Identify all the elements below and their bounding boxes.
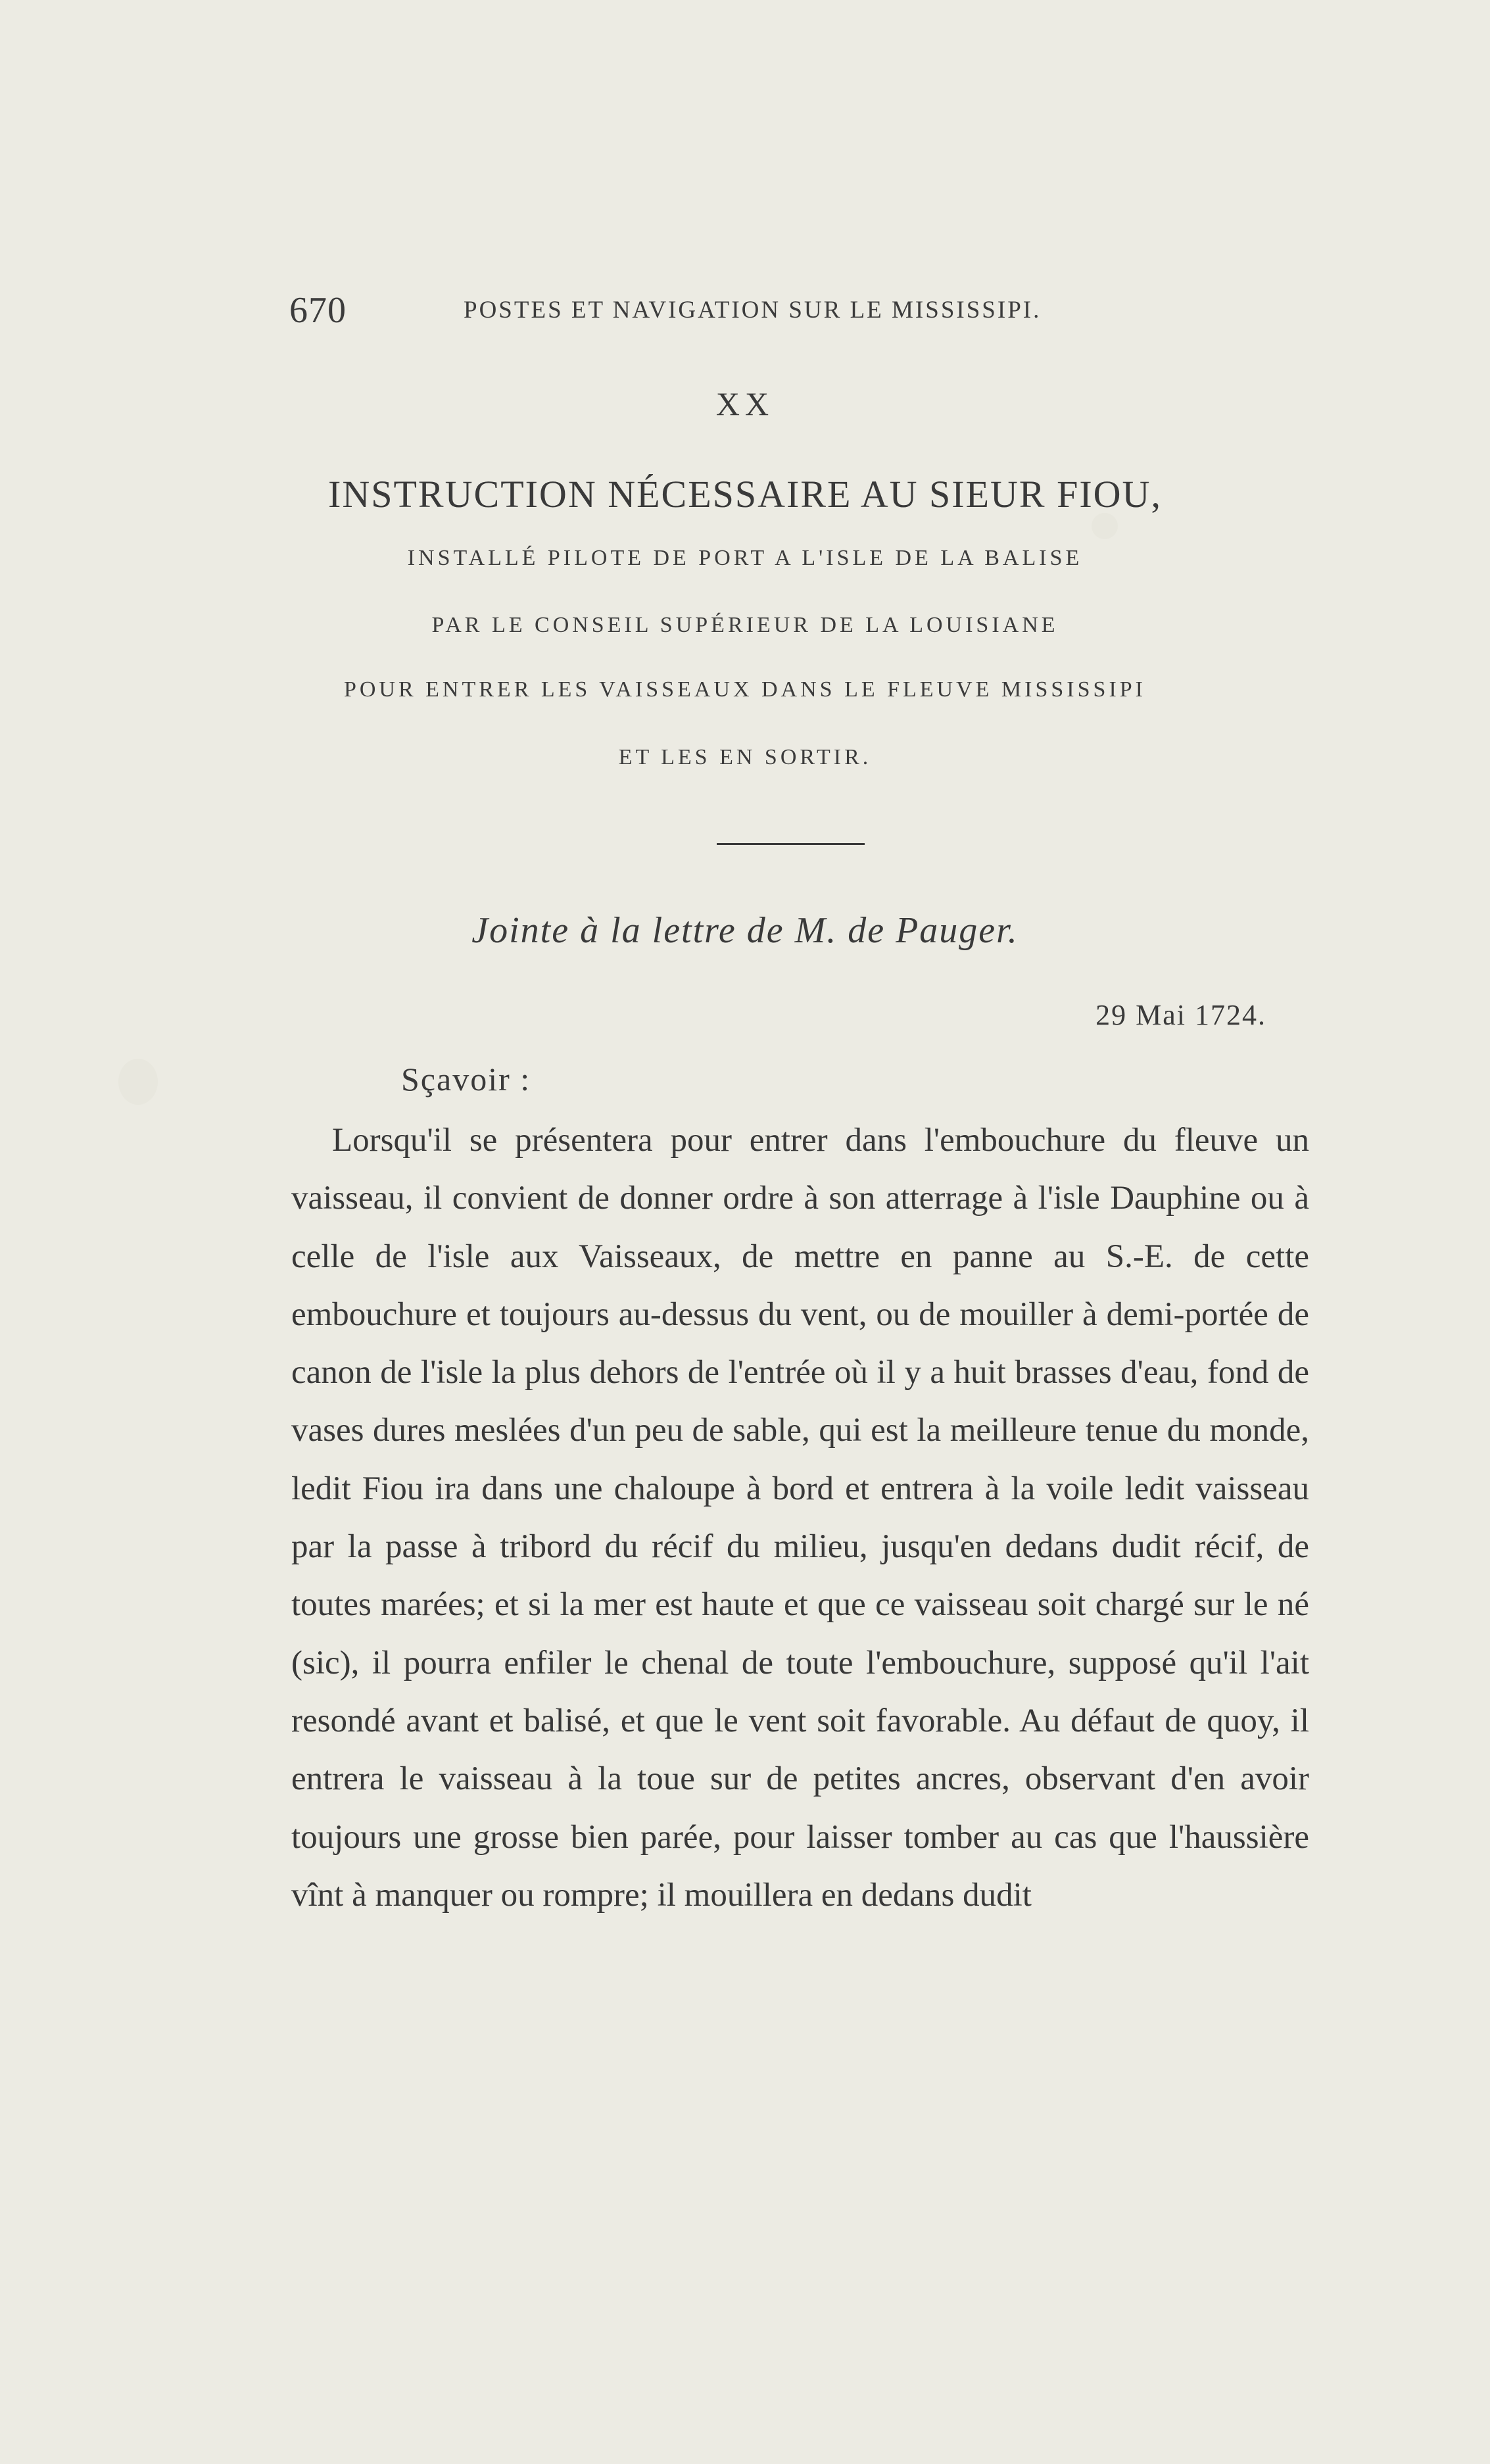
subtitle-line: POUR ENTRER LES VAISSEAUX DANS LE FLEUVE MISSISSIPI [343, 677, 1147, 702]
subtitle-line: ET LES EN SORTIR. [618, 745, 872, 769]
section-number: XX [715, 385, 775, 422]
opening-line: Sçavoir : [401, 1061, 531, 1098]
document-title: INSTRUCTION NÉCESSAIRE AU SIEUR FIOU, [328, 473, 1162, 516]
paper-stain [1092, 513, 1118, 539]
page-number: 670 [289, 290, 347, 331]
subtitle-line: INSTALLÉ PILOTE DE PORT A L'ISLE DE LA BALISE [407, 546, 1083, 570]
attachment-note: Jointe à la lettre de M. de Pauger. [471, 910, 1019, 951]
section-divider [717, 843, 865, 845]
running-title: POSTES ET NAVIGATION SUR LE MISSISSIPI. [464, 297, 1042, 324]
running-head [289, 289, 1157, 329]
subtitle-line: PAR LE CONSEIL SUPÉRIEUR DE LA LOUISIANE [431, 613, 1059, 637]
document-date: 29 Mai 1724. [1095, 999, 1266, 1031]
paper-stain [118, 1059, 158, 1105]
body-paragraph: Lorsqu'il se présentera pour entrer dans l'embouchure du fleuve un vaisseau, il convient de donner ordre à son atterrage à l'isle Dauphine ou à celle de l'isle aux Vaisseaux, de mettre en panne au S.-E. de cette embouchure et toujours au-dessus du vent, ou de mouiller à demi-portée de canon de l'isle la plus dehors de l'entrée où il y a huit brasses d'eau, fond de vases dures meslées d'un peu de sable, qui est la meilleure tenue du monde, ledit Fiou ira dans une chaloupe à bord et entrera à la voile ledit vaisseau par la passe à tribord du récif du milieu, jusqu'en dedans dudit récif, de toutes marées; et si la mer est haute et que ce vaisseau soit chargé sur le né (sic), il pourra enfiler le chenal de toute l'embouchure, supposé qu'il l'ait resondé avant et balisé, et que le vent soit favorable. Au défaut de quoy, il entrera le vaisseau à la toue sur de petites ancres, observant d'en avoir toujours une grosse bien parée, pour laisser tomber au cas que l'haussière vînt à manquer ou rompre; il mouillera en dedans dudit [291, 1122, 1309, 1914]
